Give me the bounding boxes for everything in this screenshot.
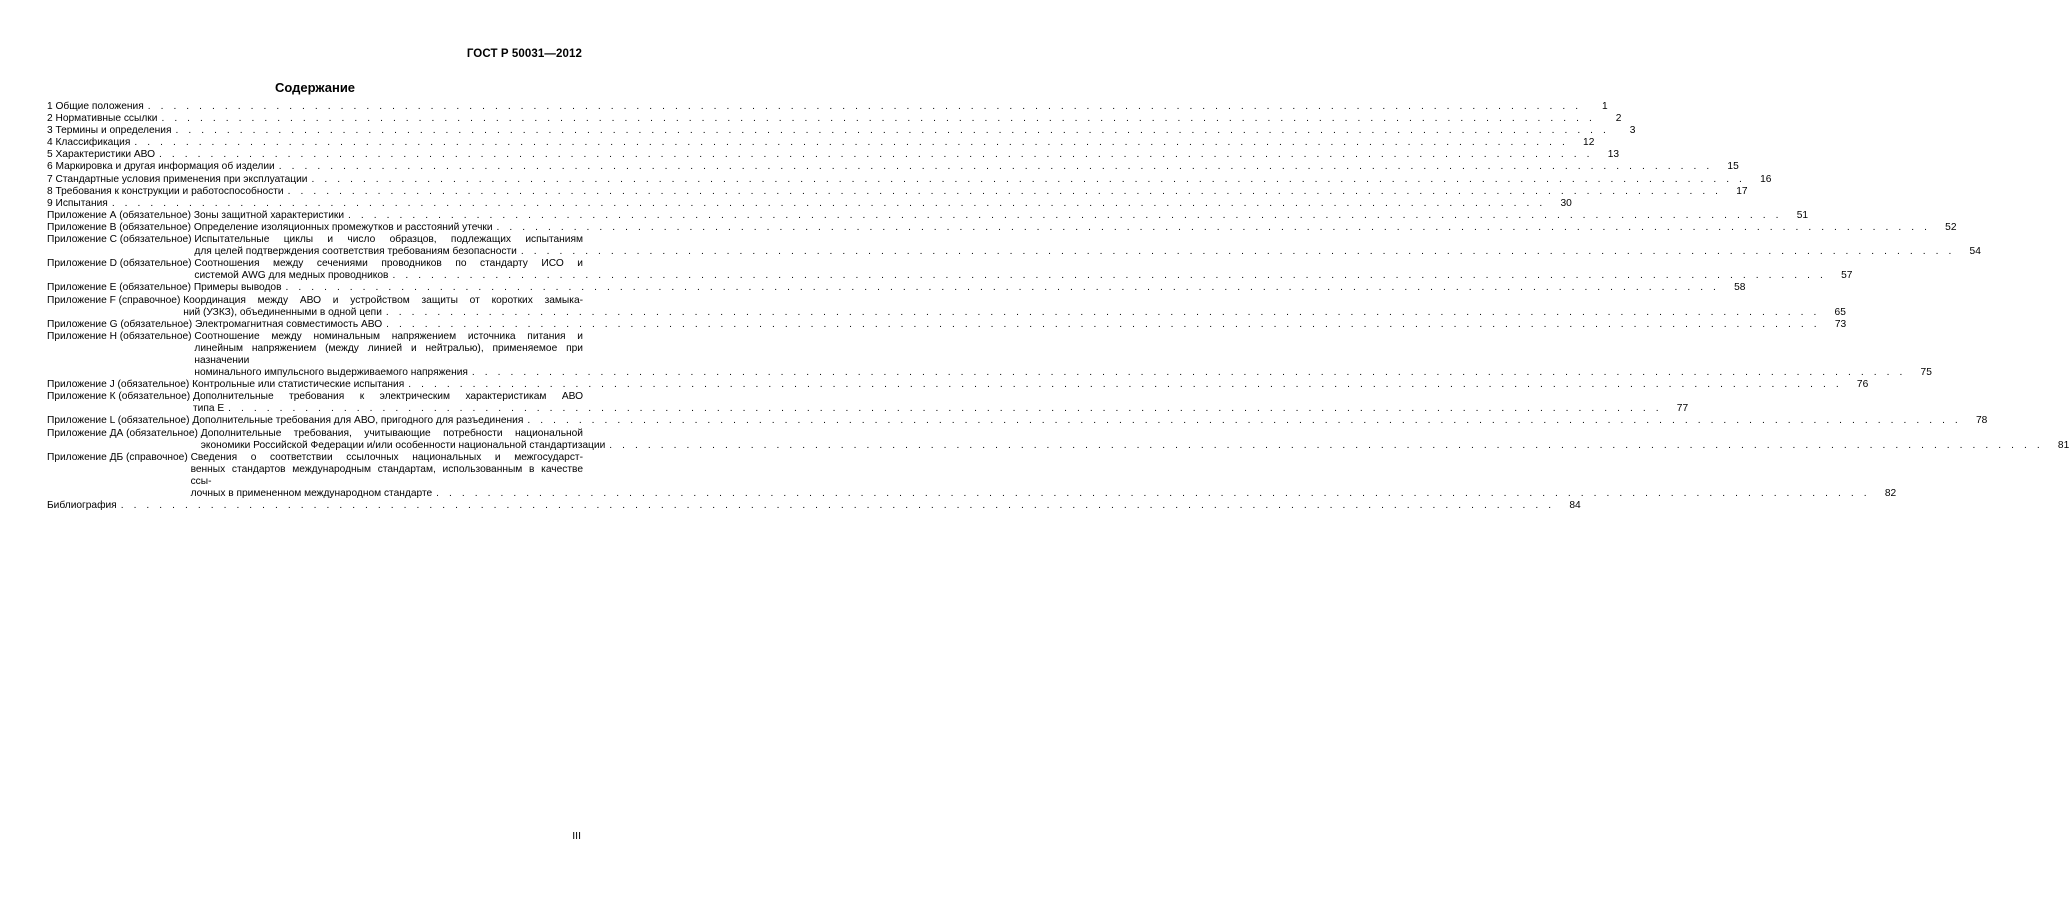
toc-entry-label: Приложение С (обязательное) — [47, 234, 195, 246]
dot-leader — [404, 379, 1846, 391]
toc-page-number: 84 — [1569, 500, 1581, 512]
toc-entry-text: Координация между АВО и устройством защиты от коротких замыка- — [183, 294, 583, 306]
dot-leader — [108, 198, 1550, 210]
toc-page-number: 75 — [1920, 367, 1932, 379]
toc-entry[interactable] — [47, 282, 1746, 294]
toc-entry[interactable] — [47, 221, 1957, 234]
toc-entry-text: Электромагнитная совместимость АВО — [194, 318, 383, 330]
toc-entry-body — [47, 149, 1620, 161]
toc-entry-body — [47, 125, 1636, 137]
toc-page-number: 16 — [1760, 173, 1772, 185]
toc-page-number: 17 — [1736, 185, 1748, 197]
toc-entry[interactable] — [47, 209, 1809, 222]
toc-entry[interactable] — [47, 125, 1636, 137]
document-id: ГОСТ Р 50031—2012 — [466, 48, 582, 60]
toc-entry-body — [200, 427, 2069, 452]
toc-entry-label: Приложение В (обязательное) — [47, 221, 194, 233]
dot-leader — [155, 149, 1597, 161]
toc-entry-label: Приложение Е (обязательное) — [47, 282, 194, 294]
toc-page-number: 57 — [1841, 270, 1853, 282]
dot-leader — [523, 415, 1965, 427]
dot-leader — [117, 500, 1559, 512]
toc-entry-label: Приложение ДА (обязательное) — [47, 427, 201, 439]
toc-entry-text: 1 Общие положения — [47, 101, 144, 112]
toc-entry[interactable] — [47, 427, 2069, 452]
toc-entry-label: Приложение D (обязательное) — [47, 258, 195, 270]
dot-leader — [382, 319, 1824, 331]
toc-entry-text: 3 Термины и определения — [47, 125, 172, 137]
toc-page-number: 73 — [1834, 318, 1847, 330]
toc-entry-text: Соотношения между сечениями проводников по стандарту ИСО и — [194, 258, 583, 270]
toc-entry-label: Приложение J (обязательное) — [47, 379, 193, 391]
dot-leader — [344, 210, 1786, 222]
toc-entry-label: Приложение L (обязательное) — [47, 415, 193, 427]
toc-entry-text: для целей подтверждения соответствия требованиям безопасности — [194, 246, 517, 258]
toc-entry[interactable] — [47, 137, 1595, 149]
toc-entry-body — [47, 101, 1608, 113]
dot-leader — [284, 186, 1726, 198]
toc-entry-text: Библиография — [47, 500, 117, 512]
toc-entry-text: Испытательные циклы и число образцов, подлежащих испытаниям — [194, 234, 583, 246]
toc-page-number: 78 — [1976, 415, 1988, 427]
toc-entry-body — [47, 500, 1581, 512]
toc-entry-body — [193, 221, 1957, 234]
toc-entry[interactable] — [47, 173, 1772, 186]
table-of-contents — [47, 101, 2069, 512]
toc-page-number: 51 — [1796, 209, 1809, 221]
page-title: Содержание — [274, 80, 356, 95]
toc-entry[interactable] — [47, 149, 1620, 161]
toc-entry-body — [190, 451, 1897, 500]
toc-entry-text: типа Е — [192, 403, 225, 415]
toc-entry[interactable] — [47, 415, 1988, 427]
toc-entry-text: 4 Классификация — [47, 137, 131, 149]
toc-entry-label: Приложение G (обязательное) — [47, 318, 195, 330]
toc-entry-text: Дополнительные требования к электрическим характеристикам АВО — [192, 391, 583, 403]
toc-entry-body — [194, 318, 1847, 331]
toc-entry-text: 9 Испытания — [47, 197, 108, 209]
toc-entry-body — [47, 173, 1772, 186]
dot-leader — [308, 174, 1750, 186]
toc-entry-text: Определение изоляционных промежутков и расстояний утечки — [193, 221, 493, 233]
toc-entry-text: Примеры выводов — [193, 282, 282, 294]
toc-page-number: 12 — [1583, 137, 1595, 149]
toc-entry-text: Сведения о соответствии ссылочных национальных и межгосударст- — [190, 451, 583, 463]
toc-page-number: 82 — [1884, 488, 1897, 499]
dot-leader — [144, 101, 1586, 113]
toc-entry-body — [47, 137, 1595, 149]
dot-leader — [130, 137, 1572, 149]
toc-entry[interactable] — [47, 113, 1622, 125]
toc-entry-body — [193, 209, 1809, 222]
toc-entry-body — [47, 185, 1748, 198]
dot-leader — [282, 282, 1724, 294]
toc-page-number: 30 — [1560, 197, 1572, 209]
dot-leader — [275, 161, 1717, 173]
toc-entry[interactable] — [47, 101, 1608, 113]
dot-leader — [157, 113, 1599, 125]
toc-entry[interactable] — [47, 451, 1897, 500]
toc-entry[interactable] — [47, 234, 1981, 258]
toc-entry-text: 2 Нормативные ссылки — [47, 113, 158, 125]
toc-entry-text: номинального импульсного выдерживаемого напряжения — [194, 367, 468, 379]
toc-entry-body — [194, 234, 1981, 258]
toc-page-number: 3 — [1629, 125, 1636, 137]
toc-entry-label: Приложение А (обязательное) — [47, 209, 194, 221]
toc-entry[interactable] — [47, 197, 1572, 210]
toc-entry-text: линейным напряжением (между линией и нейтралью), применяемое при назначении — [194, 342, 583, 366]
toc-entry[interactable] — [47, 391, 1689, 415]
toc-page-number: 2 — [1615, 113, 1622, 125]
toc-entry[interactable] — [47, 330, 1932, 379]
dot-leader — [605, 440, 2047, 452]
dot-leader — [517, 246, 1959, 258]
dot-leader — [468, 367, 1910, 379]
toc-page-number: 54 — [1969, 246, 1981, 258]
toc-entry-text: экономики Российской Федерации и/или особенности национальной стандартизации — [200, 439, 606, 451]
toc-entry-text: ний (УЗКЗ), объединенными в одной цепи — [183, 306, 382, 318]
toc-page-number: 15 — [1727, 161, 1739, 173]
toc-entry-body — [192, 415, 1988, 427]
toc-entry-text: 7 Стандартные условия применения при эксплуатации — [47, 173, 308, 185]
toc-entry-label: Приложение F (справочное) — [47, 294, 184, 306]
toc-entry[interactable] — [47, 258, 1853, 282]
toc-entry-text: 5 Характеристики АВО — [47, 149, 156, 161]
page-number: III — [572, 830, 581, 842]
toc-entry-body — [192, 379, 1869, 391]
toc-page-number: 77 — [1676, 403, 1689, 415]
toc-entry-text: Соотношение между номинальным напряжением источника питания и — [194, 330, 583, 342]
dot-leader — [493, 222, 1935, 234]
toc-page-number: 52 — [1945, 221, 1957, 233]
toc-entry-body — [192, 391, 1689, 415]
toc-page-number: 13 — [1607, 149, 1620, 161]
dot-leader — [432, 488, 1874, 500]
toc-entry[interactable] — [47, 379, 1869, 391]
toc-entry[interactable] — [47, 185, 1748, 198]
toc-page-number: 76 — [1856, 379, 1869, 391]
dot-leader — [382, 307, 1824, 319]
toc-entry-text: системой AWG для медных проводников — [194, 270, 389, 282]
toc-entry-text: Дополнительные требования для АВО, пригодного для разъединения — [192, 415, 524, 427]
toc-page-number: 81 — [2057, 439, 2069, 451]
toc-entry[interactable] — [47, 294, 1846, 319]
toc-entry-text: венных стандартов международным стандартам, использованным в качестве ссы- — [190, 463, 583, 487]
toc-page-number: 58 — [1734, 282, 1746, 294]
toc-entry-body — [194, 330, 1932, 379]
toc-entry[interactable] — [47, 161, 1739, 173]
dot-leader — [224, 403, 1666, 415]
toc-entry-body — [47, 113, 1622, 125]
toc-entry-body — [47, 161, 1739, 173]
toc-page-number: 65 — [1834, 306, 1846, 318]
toc-entry-label: Приложение ДБ (справочное) — [47, 451, 191, 463]
toc-entry[interactable] — [47, 318, 1847, 331]
toc-entry-text: 8 Требования к конструкции и работоспособности — [47, 185, 284, 197]
toc-entry-text: 6 Маркировка и другая информация об изделии — [47, 161, 275, 173]
toc-entry-body — [193, 282, 1746, 294]
toc-entry-text: лочных в примененном международном стандарте — [190, 488, 433, 499]
dot-leader — [388, 270, 1830, 282]
toc-entry-text: Контрольные или статистические испытания — [192, 379, 405, 391]
toc-entry-text: Зоны защитной характеристики — [193, 209, 345, 221]
toc-entry-body — [194, 258, 1853, 282]
toc-entry[interactable] — [47, 500, 1581, 512]
dot-leader — [171, 125, 1613, 137]
toc-entry-text: Дополнительные требования, учитывающие потребности национальной — [200, 427, 583, 439]
toc-page-number: 1 — [1602, 101, 1608, 112]
toc-entry-body — [47, 197, 1572, 210]
toc-entry-label: Приложение Н (обязательное) — [47, 330, 195, 342]
toc-entry-label: Приложение К (обязательное) — [47, 391, 193, 403]
toc-entry-body — [183, 294, 1846, 319]
